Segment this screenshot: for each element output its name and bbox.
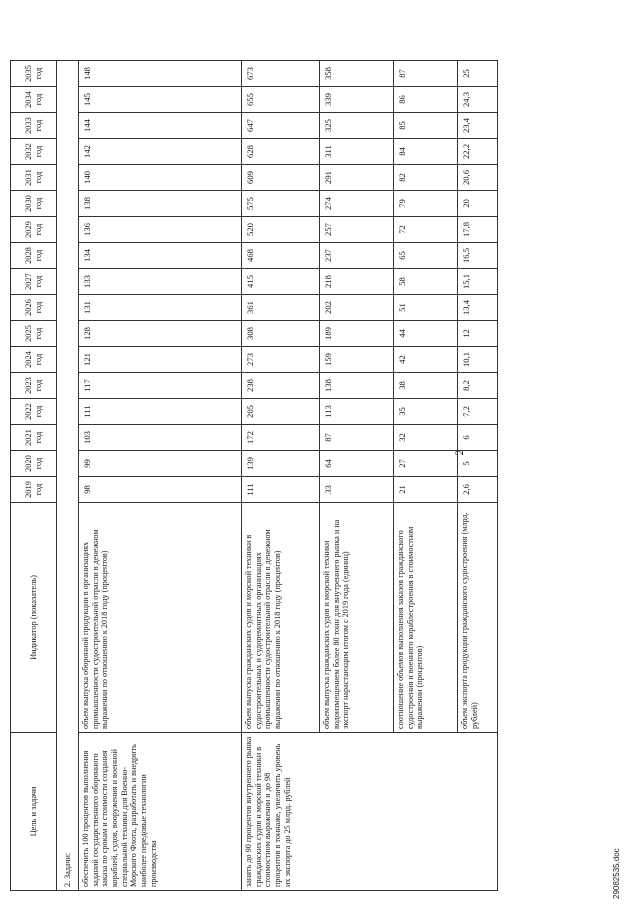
- page-number: 2: [452, 449, 466, 456]
- value-cell: 218: [320, 269, 394, 295]
- indicator-header: Индикатор (показатель): [11, 503, 57, 733]
- value-cell: 82: [394, 165, 458, 191]
- table-row: [394, 61, 458, 891]
- value-cell: 144: [79, 113, 242, 139]
- goal-header: Цель и задачи: [11, 733, 57, 891]
- header-row: [11, 61, 57, 891]
- value-cell: 85: [394, 113, 458, 139]
- value-cell: 257: [320, 217, 394, 243]
- year-header: 2031 год: [11, 165, 57, 191]
- value-cell: 415: [242, 269, 320, 295]
- indicator-cell: объем выпуска оборонной продукции в организациях промышленности судостроительной отрасли в денежном выражении по отношению к 2018 году (процентов): [79, 503, 242, 733]
- value-cell: 23,4: [458, 113, 498, 139]
- value-cell: 159: [320, 347, 394, 373]
- value-cell: 87: [320, 425, 394, 451]
- indicator-cell: объем экспорта продукции гражданского судостроения (млрд. рублей): [458, 503, 498, 733]
- goal-cell: [458, 733, 498, 891]
- goal-cell: обеспечить 100 процентов выполнения заданий государственного оборонного заказа по срокам и стоимости создания кораблей, судов, вооружения и военной специальной техники для Военно-Морского Флота, разработать и внедрить наиболее передовые технологии производства: [79, 733, 242, 891]
- year-header: 2028 год: [11, 243, 57, 269]
- goal-cell: [394, 733, 458, 891]
- value-cell: 148: [79, 61, 242, 87]
- value-cell: 79: [394, 191, 458, 217]
- indicator-cell: соотношение объемов выполнения заказов гражданского судостроения и военного кораблестроения в стоимостном выражении (процентов): [394, 503, 458, 733]
- year-header: 2029 год: [11, 217, 57, 243]
- year-header: 2030 год: [11, 191, 57, 217]
- value-cell: 205: [242, 399, 320, 425]
- value-cell: 13,4: [458, 295, 498, 321]
- value-cell: 25: [458, 61, 498, 87]
- value-cell: 2,6: [458, 477, 498, 503]
- year-header: 2025 год: [11, 321, 57, 347]
- year-header: 2020 год: [11, 451, 57, 477]
- value-cell: 35: [394, 399, 458, 425]
- section-title-row: [57, 61, 79, 891]
- footer-code: 29082535.doc: [612, 848, 621, 899]
- value-cell: 202: [320, 295, 394, 321]
- year-header: 2022 год: [11, 399, 57, 425]
- value-cell: 308: [242, 321, 320, 347]
- indicator-cell: объем выпуска гражданских судов и морской техники водоизмещением более 80 тонн для внутреннего рынка и на экспорт нарастающим итогом с 2019 года (единиц): [320, 503, 394, 733]
- year-header: 2023 год: [11, 373, 57, 399]
- table-row: [79, 61, 242, 891]
- table-row: [242, 61, 320, 891]
- value-cell: 128: [79, 321, 242, 347]
- value-cell: 87: [394, 61, 458, 87]
- value-cell: 113: [320, 399, 394, 425]
- value-cell: 17,8: [458, 217, 498, 243]
- value-cell: 20,6: [458, 165, 498, 191]
- value-cell: 8,2: [458, 373, 498, 399]
- value-cell: 274: [320, 191, 394, 217]
- value-cell: 134: [79, 243, 242, 269]
- value-cell: 117: [79, 373, 242, 399]
- value-cell: 655: [242, 87, 320, 113]
- year-header: 2021 год: [11, 425, 57, 451]
- value-cell: 133: [79, 269, 242, 295]
- value-cell: 20: [458, 191, 498, 217]
- value-cell: 121: [79, 347, 242, 373]
- table-row: [320, 61, 394, 891]
- value-cell: 24,3: [458, 87, 498, 113]
- value-cell: 12: [458, 321, 498, 347]
- value-cell: 575: [242, 191, 320, 217]
- value-cell: 311: [320, 139, 394, 165]
- value-cell: 51: [394, 295, 458, 321]
- value-cell: 273: [242, 347, 320, 373]
- value-cell: 609: [242, 165, 320, 191]
- value-cell: 136: [79, 217, 242, 243]
- value-cell: 22,2: [458, 139, 498, 165]
- value-cell: 111: [79, 399, 242, 425]
- value-cell: 238: [242, 373, 320, 399]
- value-cell: 84: [394, 139, 458, 165]
- value-cell: 6: [458, 425, 498, 451]
- value-cell: 189: [320, 321, 394, 347]
- value-cell: 468: [242, 243, 320, 269]
- value-cell: 103: [79, 425, 242, 451]
- value-cell: 237: [320, 243, 394, 269]
- value-cell: 138: [320, 373, 394, 399]
- table-row: [458, 61, 498, 891]
- value-cell: 65: [394, 243, 458, 269]
- value-cell: 42: [394, 347, 458, 373]
- value-cell: 72: [394, 217, 458, 243]
- value-cell: 15,1: [458, 269, 498, 295]
- value-cell: 7,2: [458, 399, 498, 425]
- value-cell: 172: [242, 425, 320, 451]
- goal-cell: [320, 733, 394, 891]
- value-cell: 27: [394, 451, 458, 477]
- section-title: 2. Задачи:: [57, 61, 79, 891]
- year-header: 2027 год: [11, 269, 57, 295]
- value-cell: 325: [320, 113, 394, 139]
- year-header: 2035 год: [11, 61, 57, 87]
- value-cell: 131: [79, 295, 242, 321]
- value-cell: 111: [242, 477, 320, 503]
- value-cell: 520: [242, 217, 320, 243]
- value-cell: 64: [320, 451, 394, 477]
- value-cell: 358: [320, 61, 394, 87]
- year-header: 2032 год: [11, 139, 57, 165]
- value-cell: 86: [394, 87, 458, 113]
- year-header: 2024 год: [11, 347, 57, 373]
- value-cell: 32: [394, 425, 458, 451]
- indicators-table: [10, 60, 498, 891]
- goal-cell: занять до 90 процентов внутреннего рынка гражданских судов и морской техники в стоимостном выражении и до 98 процентов в тоннаже, увеличить уровень их экспорта до 25 млрд. рублей: [242, 733, 320, 891]
- value-cell: 98: [79, 477, 242, 503]
- value-cell: 628: [242, 139, 320, 165]
- value-cell: 142: [79, 139, 242, 165]
- value-cell: 361: [242, 295, 320, 321]
- value-cell: 44: [394, 321, 458, 347]
- value-cell: 5: [458, 451, 498, 477]
- value-cell: 58: [394, 269, 458, 295]
- value-cell: 138: [79, 191, 242, 217]
- value-cell: 145: [79, 87, 242, 113]
- value-cell: 99: [79, 451, 242, 477]
- value-cell: 673: [242, 61, 320, 87]
- value-cell: 10,1: [458, 347, 498, 373]
- value-cell: 38: [394, 373, 458, 399]
- value-cell: 21: [394, 477, 458, 503]
- year-header: 2026 год: [11, 295, 57, 321]
- indicator-cell: объем выпуска гражданских судов и морской техники в судостроительных и судоремонтных организациях промышленности судостроительной отрасли в денежном выражении по отношению к 2018 году (процентов): [242, 503, 320, 733]
- value-cell: 16,5: [458, 243, 498, 269]
- value-cell: 647: [242, 113, 320, 139]
- value-cell: 291: [320, 165, 394, 191]
- year-header: 2019 год: [11, 477, 57, 503]
- value-cell: 339: [320, 87, 394, 113]
- value-cell: 140: [79, 165, 242, 191]
- year-header: 2033 год: [11, 113, 57, 139]
- year-header: 2034 год: [11, 87, 57, 113]
- value-cell: 139: [242, 451, 320, 477]
- value-cell: 33: [320, 477, 394, 503]
